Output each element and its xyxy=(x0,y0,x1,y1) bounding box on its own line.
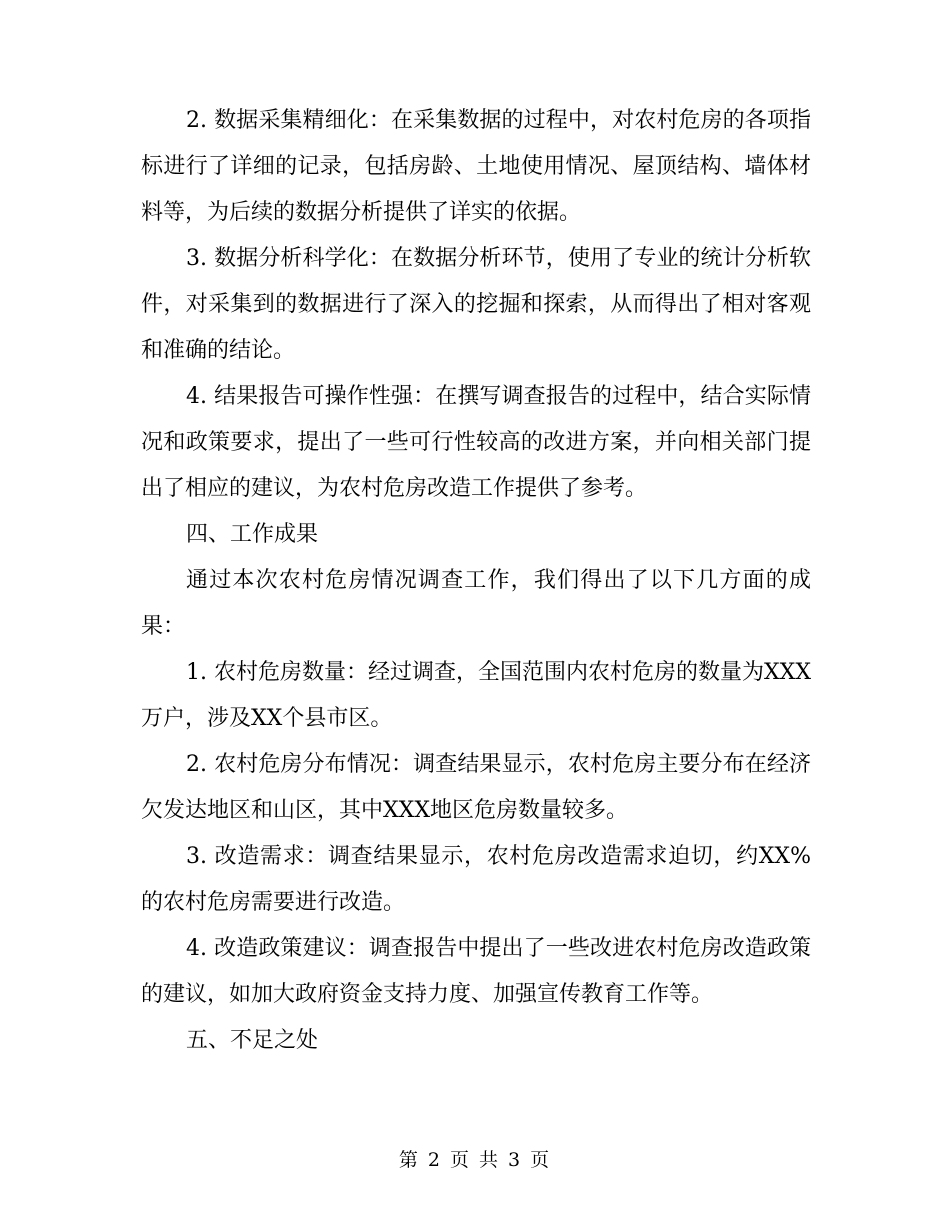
paragraph-result-demand: 3. 改造需求：调查结果显示，农村危房改造需求迫切，约XX%的农村危房需要进行改造。 xyxy=(141,844,811,915)
paragraph-results-intro: 通过本次农村危房情况调查工作，我们得出了以下几方面的成果： xyxy=(141,568,811,639)
page-number-footer: 第 2 页 共 3 页 xyxy=(398,1149,552,1171)
section-heading-results: 四、工作成果 xyxy=(186,522,319,547)
paragraph-data-analysis: 3. 数据分析科学化：在数据分析环节，使用了专业的统计分析软件，对采集到的数据进行了深入的挖掘和探索，从而得出了相对客观和准确的结论。 xyxy=(141,246,811,363)
paragraph-result-policy: 4. 改造政策建议：调查报告中提出了一些改进农村危房改造政策的建议，如加大政府资金支持力度、加强宣传教育工作等。 xyxy=(141,936,811,1007)
paragraph-data-collection: 2. 数据采集精细化：在采集数据的过程中，对农村危房的各项指标进行了详细的记录，包括房龄、土地使用情况、屋顶结构、墙体材料等，为后续的数据分析提供了详实的依据。 xyxy=(141,108,811,225)
section-heading-shortcomings: 五、不足之处 xyxy=(186,1028,319,1053)
paragraph-result-count: 1. 农村危房数量：经过调查，全国范围内农村危房的数量为XXX万户，涉及XX个县市区。 xyxy=(141,660,811,731)
paragraph-result-distribution: 2. 农村危房分布情况：调查结果显示，农村危房主要分布在经济欠发达地区和山区，其中XXX地区危房数量较多。 xyxy=(141,752,811,823)
document-body xyxy=(141,98,811,1064)
paragraph-report-operability: 4. 结果报告可操作性强：在撰写调查报告的过程中，结合实际情况和政策要求，提出了一些可行性较高的改进方案，并向相关部门提出了相应的建议，为农村危房改造工作提供了参考。 xyxy=(141,384,811,501)
